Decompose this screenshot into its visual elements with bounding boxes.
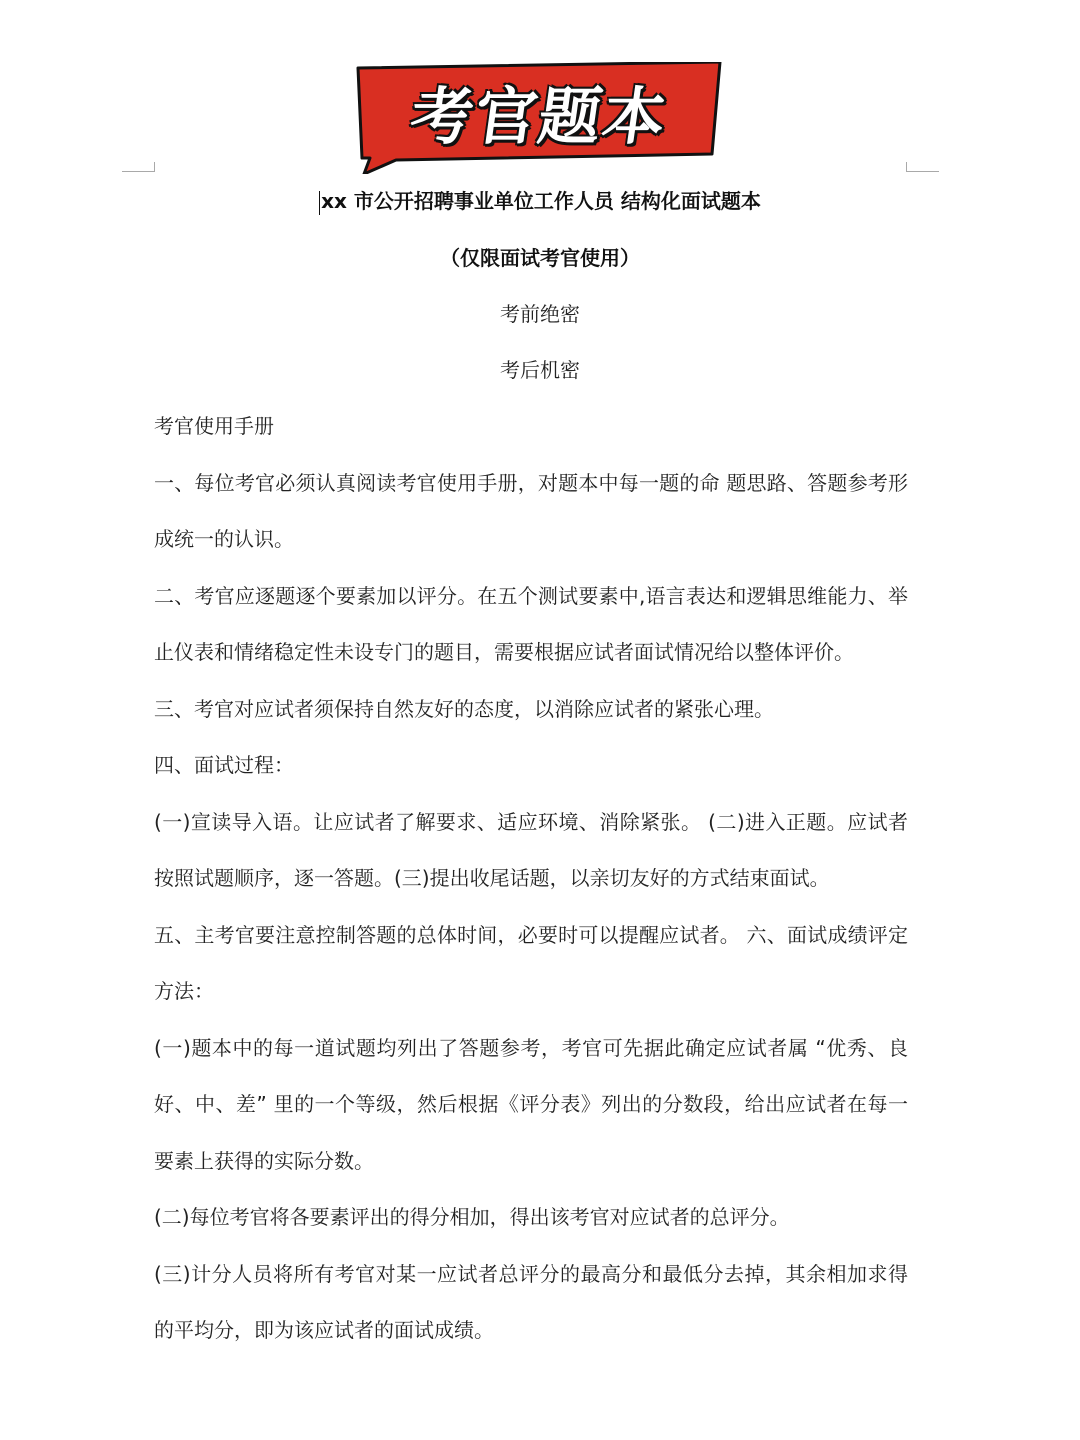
paragraph-rule-1: 一、每位考官必须认真阅读考官使用手册，对题本中每一题的命 题思路、答题参考形成统一的认识。 [154, 470, 908, 551]
banner-title: 考官题本 [405, 80, 673, 153]
secret-after-exam: 考后机密 [500, 358, 580, 382]
document-title-text: xx 市公开招聘事业单位工作人员 结构化面试题本 [321, 189, 761, 213]
secret-before-exam: 考前绝密 [500, 302, 580, 326]
paragraph-scoring-2: (二)每位考官将各要素评出的得分相加，得出该考官对应试者的总评分。 [154, 1205, 790, 1229]
paragraph-interview-process: (一)宣读导入语。让应试者了解要求、适应环境、消除紧张。 (二)进入正题。应试者按照试题顺序，逐一答题。(三)提出收尾话题，以亲切友好的方式结束面试。 [154, 809, 908, 890]
page-corner-mark-right [906, 162, 939, 172]
paragraph-scoring-3: (三)计分人员将所有考官对某一应试者总评分的最高分和最低分去掉，其余相加求得的平均分，即为该应试者的面试成绩。 [154, 1261, 908, 1342]
paragraph-rule-5-6: 五、主考官要注意控制答题的总体时间，必要时可以提醒应试者。 六、面试成绩评定方法： [154, 922, 908, 1003]
page-corner-mark-left [122, 162, 155, 172]
paragraph-rule-4-heading: 四、面试过程： [154, 753, 294, 777]
document-title[interactable] [0, 186, 1080, 216]
text-cursor [319, 191, 320, 215]
document-subtitle: （仅限面试考官使用） [440, 246, 640, 270]
document-body [154, 398, 908, 1359]
manual-heading: 考官使用手册 [154, 414, 274, 438]
paragraph-rule-2: 二、考官应逐题逐个要素加以评分。在五个测试要素中,语言表达和逻辑思维能力、举止仪表和情绪稳定性未设专门的题目，需要根据应试者面试情况给以整体评价。 [154, 583, 908, 664]
title-banner [356, 62, 722, 174]
paragraph-rule-3: 三、考官对应试者须保持自然友好的态度，以消除应试者的紧张心理。 [154, 696, 774, 721]
paragraph-scoring-1: (一)题本中的每一道试题均列出了答题参考，考官可先据此确定应试者属 “优秀、良好、中、差” 里的一个等级，然后根据《评分表》列出的分数段，给出应试者在每一要素上获得的实际分数。 [154, 1035, 908, 1173]
